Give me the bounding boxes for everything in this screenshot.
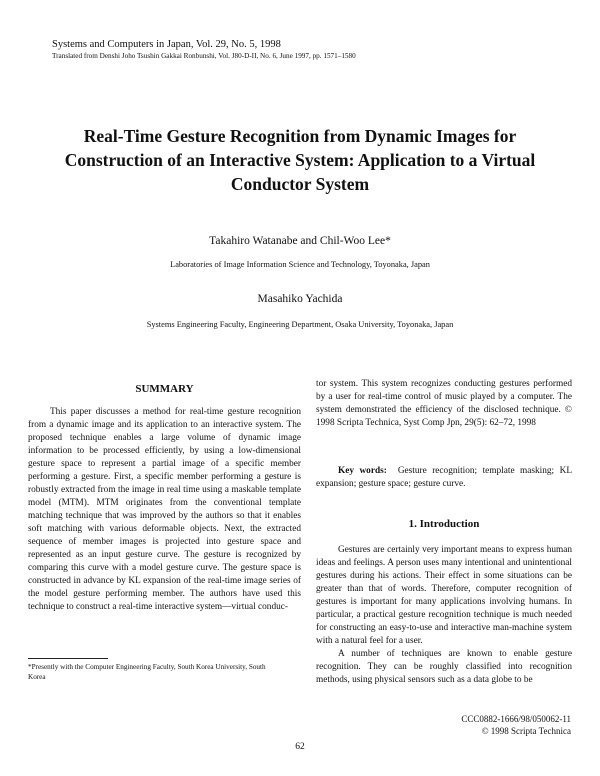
introduction-body — [316, 544, 572, 687]
page-number: 62 — [295, 742, 305, 752]
author-line-1: Takahiro Watanabe and Chil-Woo Lee* — [209, 235, 391, 247]
footnote-rule — [28, 658, 108, 659]
author-line-2: Masahiko Yachida — [257, 293, 343, 305]
affiliation-1: Laboratories of Image Information Science and Technology, Toyonaka, Japan — [170, 260, 430, 269]
summary-paragraph: This paper discusses a method for real-time gesture recognition from a dynamic image and its application to an interactive system. The proposed technique enables a large volume of dynamic image information to be processed efficiently, by using a low-dimensional gesture space to represent a partial image of a specific member performing a gesture. First, a specific member performing a gesture is robustly extracted from the image in real time using a maskable template model (MTM). MTM originates from the conventional template matching technique that was improved by the authors so that it enables soft matching with various deformable objects. Next, the extracted sequence of member images is projected into gesture space and represented as an input gesture curve. The gesture is recognized by comparing this curve with a model gesture curve. The gesture space is constructed in advance by KL expansion of the real-time image series of the model gesture performing member. The authors have used this technique to construct a real-time interactive system—virtual conduc- — [28, 407, 301, 612]
journal-citation: Systems and Computers in Japan, Vol. 29, No. 5, 1998 — [52, 39, 281, 50]
summary-continuation-paragraph: tor system. This system recognizes conducting gestures performed by a user for real-time control of music played by a computer. The system demonstrated the efficiency of the disclosed technique. © 1998 Scripta Technica, Syst Comp Jpn, 29(5): 62–72, 1998 — [316, 379, 572, 428]
title-line: Conductor System — [230, 174, 370, 194]
title-line: Construction of an Interactive System: Application to a Virtual — [64, 150, 536, 170]
footnote: *Presently with the Computer Engineering Faculty, South Korea University, South Korea — [28, 663, 266, 681]
copyright-notice: © 1998 Scripta Technica — [481, 726, 571, 736]
title-line: Real-Time Gesture Recognition from Dynamic Images for — [83, 126, 517, 146]
summary-continuation — [316, 378, 572, 430]
paper-title — [40, 124, 560, 196]
copyright-code: CCC0882-1666/98/050062-11 — [461, 714, 571, 724]
keywords-label: Key words — [338, 466, 384, 476]
affiliation-2: Systems Engineering Faculty, Engineering Department, Osaka University, Toyonaka, Japan — [146, 320, 454, 329]
keywords-block: Key words: Gesture recognition; template masking; KL expansion; gesture space; gesture curve. — [316, 466, 573, 489]
summary-body — [28, 406, 301, 614]
introduction-paragraph: Gestures are certainly very important means to express human ideas and feelings. A person uses many intentional and unintentional gestures during his actions. Their effect in some situations can be greater than that of words. Therefore, computer recognition of gestures is important for many applications involving humans. In particular, a practical gesture recognition technique is much needed for constructing an easy-to-use and interactive man-machine system with a natural feel for a user. — [316, 545, 572, 646]
introduction-paragraph: A number of techniques are known to enable gesture recognition. They can be roughly classified into recognition methods, using physical sensors such as a data globe to be — [316, 649, 572, 685]
introduction-heading: 1. Introduction — [408, 518, 480, 530]
summary-heading: SUMMARY — [135, 383, 194, 395]
translation-source: Translated from Denshi Joho Tsushin Gakkai Ronbunshi, Vol. J80-D-II, No. 6, June 1997, pp. 1571–1580 — [52, 52, 356, 60]
keywords-text: Gesture recognition; template masking; KL expansion; gesture space; gesture curve. — [316, 466, 573, 489]
